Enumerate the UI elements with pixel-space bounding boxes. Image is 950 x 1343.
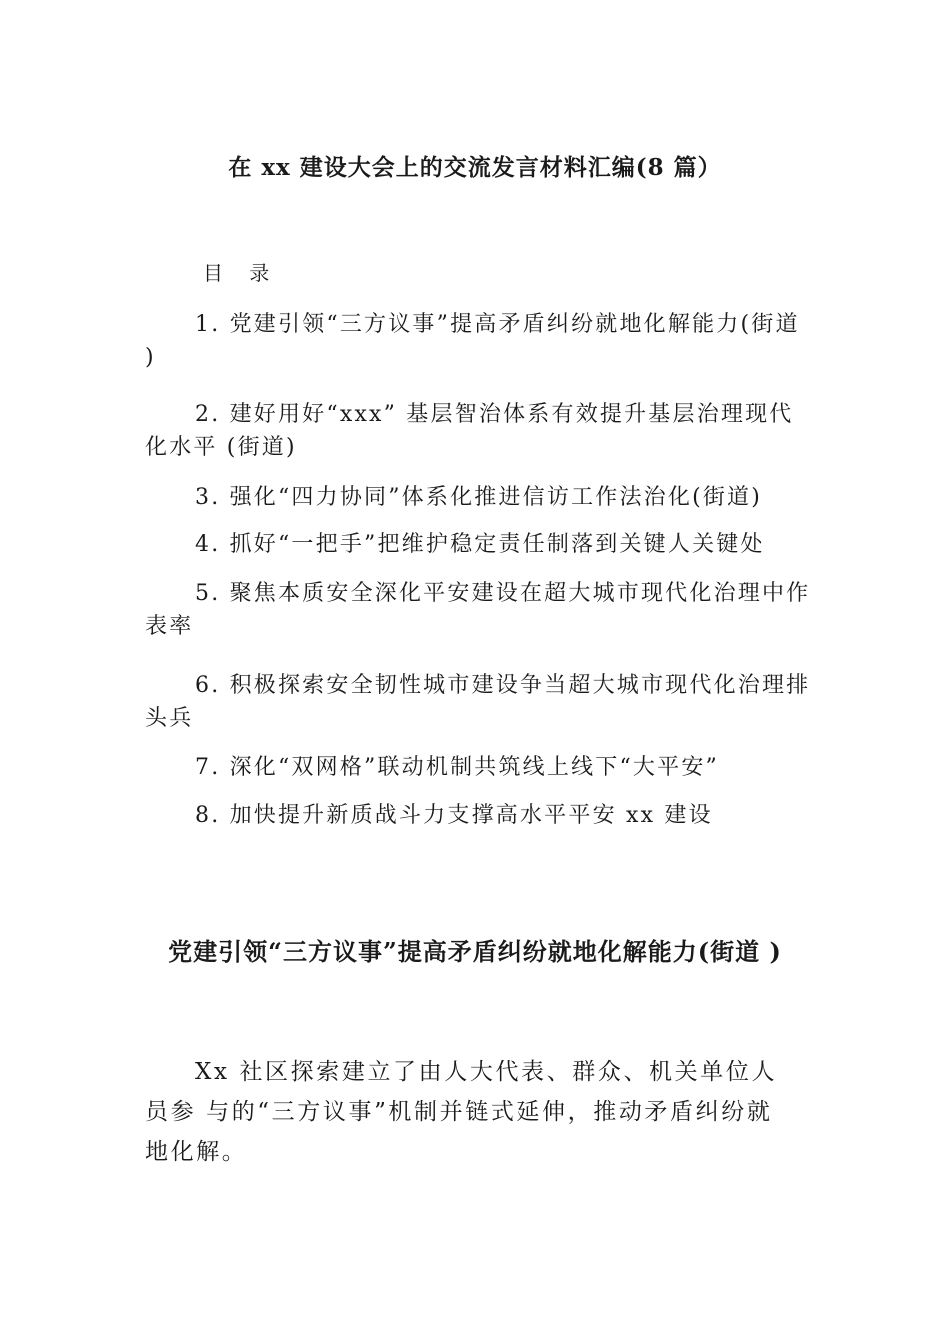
toc-heading: 目 录 xyxy=(203,261,280,285)
toc-item: 8. 加快提升新质战斗力支撑高水平平安 xx 建设 xyxy=(195,803,713,828)
toc-item: 7. 深化“双网格”联动机制共筑线上线下“大平安” xyxy=(195,755,719,780)
toc-item: 5. 聚焦本质安全深化平安建设在超大城市现代化治理中作表率 xyxy=(145,581,811,639)
document-title: 在 xx 建设大会上的交流发言材料汇编(8 篇） xyxy=(228,154,722,181)
toc-item: 3. 强化“四力协同”体系化推进信访工作法治化(街道) xyxy=(195,485,763,510)
toc-item: 6. 积极探索安全韧性城市建设争当超大城市现代化治理排头兵 xyxy=(145,673,811,731)
section-title: 党建引领“三方议事”提高矛盾纠纷就地化解能力(街道 ) xyxy=(168,937,782,966)
toc-item: 4. 抓好“一把手”把维护稳定责任制落到关键人关键处 xyxy=(195,532,765,557)
toc-item: 1. 党建引领“三方议事”提高矛盾纠纷就地化解能力(街道 ) xyxy=(145,312,800,370)
body-paragraph: Xx 社区探索建立了由人大代表、群众、机关单位人员参 与的“三方议事”机制并链式延伸，推动矛盾纠纷就地化解。 xyxy=(145,1059,778,1165)
toc-item: 2. 建好用好“xxx” 基层智治体系有效提升基层治理现代化水平 (街道) xyxy=(145,402,794,460)
